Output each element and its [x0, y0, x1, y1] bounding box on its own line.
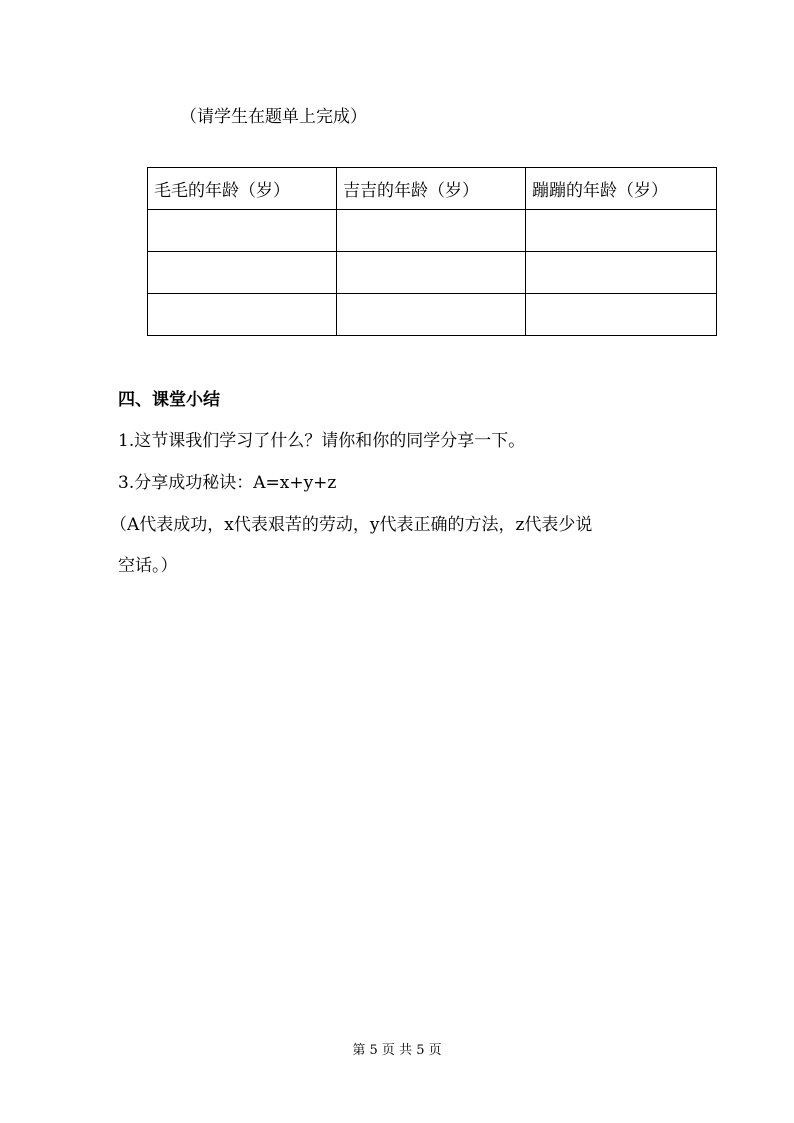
table-row [148, 294, 717, 336]
instruction-text: （请学生在题单上完成） [180, 107, 367, 127]
summary-note-line-2: 空话。） [118, 556, 178, 576]
header-cell-bengbeng: 蹦蹦的年龄（岁） [526, 168, 717, 210]
table-cell [526, 210, 717, 252]
header-cell-maomao: 毛毛的年龄（岁） [148, 168, 337, 210]
summary-item-2: 3.分享成功秘诀：A=x+y+z [118, 473, 337, 493]
section-heading: 四、课堂小结 [118, 390, 220, 410]
table-cell [526, 252, 717, 294]
table-row [148, 210, 717, 252]
table-cell [148, 252, 337, 294]
summary-note-line-1: （A代表成功，x代表艰苦的劳动，y代表正确的方法，z代表少说 [110, 515, 593, 535]
table-cell [148, 210, 337, 252]
age-table [147, 167, 717, 336]
table-header-row [148, 168, 717, 210]
page-footer: 第 5 页 共 5 页 [352, 1043, 442, 1058]
summary-item-1: 1.这节课我们学习了什么？请你和你的同学分享一下。 [118, 431, 526, 451]
table-cell [526, 294, 717, 336]
table-cell [337, 294, 526, 336]
header-cell-jiji: 吉吉的年龄（岁） [337, 168, 526, 210]
table-cell [337, 210, 526, 252]
table-cell [337, 252, 526, 294]
table-row [148, 252, 717, 294]
table-cell [148, 294, 337, 336]
